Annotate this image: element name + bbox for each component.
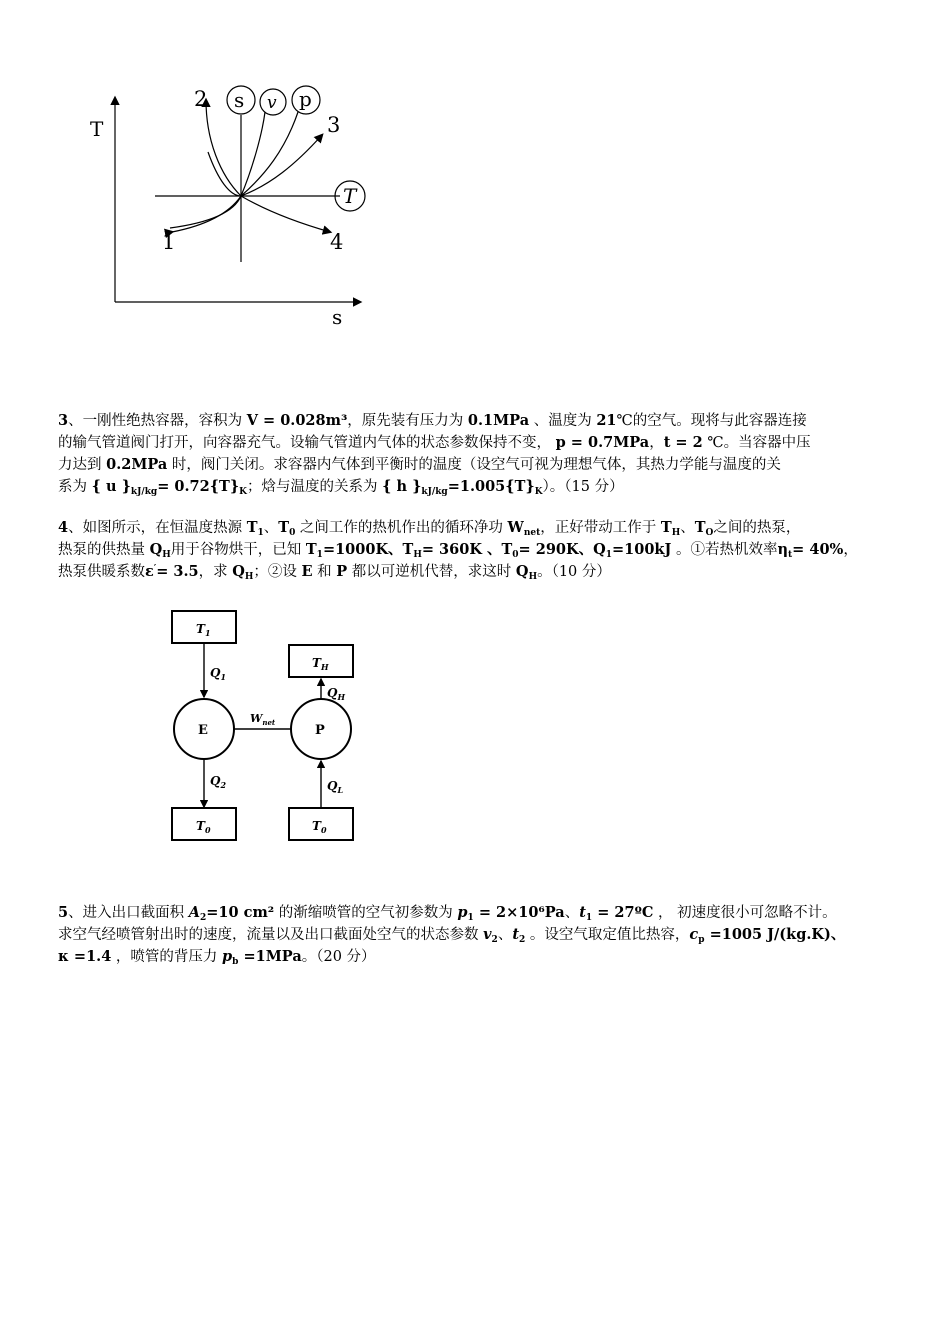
q5-text: 。设空气取定值比热容， — [525, 927, 690, 943]
q4-text: ， — [843, 542, 858, 558]
q4-text: 都以可逆机代替，求这时 — [347, 564, 516, 580]
q4-t1: $T_1$ — [246, 519, 264, 538]
label-3: 3 — [327, 113, 341, 137]
q3-initial-pressure: 0.1MPa — [467, 412, 530, 429]
engine-label: E — [198, 723, 208, 738]
q4-qh: $Q_H$ — [149, 541, 171, 560]
q4-text: 热泵供暖系数 — [58, 564, 145, 580]
q5-number: 5 — [58, 904, 69, 921]
curve-4 — [208, 152, 330, 232]
curve-1-2 — [170, 100, 241, 228]
q3-text: 、温度为 — [529, 413, 597, 429]
q5-area: $A_2=10$ cm² — [188, 904, 275, 923]
q5-cp: $c_p =1005$ J/(kg.K)、 — [689, 926, 846, 945]
q3-text: ℃的空气。现将与此容器连接 — [616, 413, 807, 429]
q3-final-pressure: 0.2MPa — [106, 456, 168, 473]
s-circle-label: s — [234, 88, 245, 112]
curve-v — [172, 112, 265, 232]
q4-qh: $Q_H$ — [232, 563, 254, 582]
q4-eta: $\eta_t= 40\%$ — [777, 541, 844, 560]
q3-text: ， — [649, 435, 664, 451]
q4-text: 用于谷物烘干，已知 — [170, 542, 306, 558]
label-1: 1 — [162, 230, 176, 254]
q4-text: ；②设 — [253, 564, 302, 580]
q5-kappa: κ =1.4 — [58, 948, 112, 965]
q5-p1: $p_1 = 2\times 10^6Pa$ — [457, 904, 565, 923]
curve-3 — [241, 135, 322, 196]
q3-line-temp: t = 2 — [663, 434, 703, 451]
q4-text: 和 — [312, 564, 337, 580]
wnet-label: $W_{net}$ — [250, 712, 276, 727]
q3-h-relation: { h }$_{kJ/kg}=1.005\{T\}_K$ — [382, 478, 543, 497]
qh-label: $Q_H$ — [327, 686, 346, 702]
q4-text: 热泵的供热量 — [58, 542, 150, 558]
q3-text: 的输气管道阀门打开，向容器充气。设输气管道内气体的状态参数保持不变， — [58, 435, 556, 451]
q5-text: 求空气经喷管射出时的速度，流量以及出口截面处空气的状态参数 — [58, 927, 484, 943]
v-circle-label: v — [267, 93, 277, 113]
q4-text: 之间的热泵， — [713, 520, 801, 536]
q4-text: 之间工作的热机作出的循环净功 — [295, 520, 508, 536]
to-box — [289, 808, 353, 840]
q5-text: 、进入出口截面积 — [68, 905, 189, 921]
q5-v2: $v_2$ — [483, 926, 498, 945]
q4-to: $T_O$ — [694, 519, 714, 538]
q3-initial-temp: 21 — [596, 412, 617, 429]
curve-p — [241, 112, 298, 196]
q4-text: 。①若热机效率 — [671, 542, 778, 558]
q5-text: 的渐缩喷管的空气初参数为 — [274, 905, 458, 921]
q2-label: $Q_2$ — [210, 774, 227, 790]
question-5 — [58, 902, 898, 968]
q5-text: 、 — [564, 905, 580, 921]
t0-box-label: $T_0$ — [196, 819, 211, 835]
q4-th: $T_H$ — [660, 519, 681, 538]
q4-text: 、 — [680, 520, 695, 536]
q3-text: 系为 — [58, 479, 92, 495]
q4-number: 4 — [58, 519, 69, 536]
q4-qh: $Q_H$ — [515, 563, 538, 582]
label-4: 4 — [330, 230, 344, 254]
q4-wnet: $W_{net}$ — [507, 519, 541, 538]
q5-pb: $p_b =1MPa$ — [222, 948, 302, 967]
q3-line-pressure: p = 0.7MPa — [555, 434, 650, 451]
q4-text: ，正好带动工作于 — [540, 520, 661, 536]
q3-text: 力达到 — [58, 457, 107, 473]
t1-box-label: $T_1$ — [196, 622, 211, 638]
q3-u-relation: { u }$_{kJ/kg}= 0.72\{T\}_K$ — [91, 478, 247, 497]
q3-text: 、一刚性绝热容器，容积为 — [68, 413, 247, 429]
q5-text: ， 初速度很小可忽略不计。 — [653, 905, 837, 921]
q4-t0: $T_0$ — [278, 519, 296, 538]
label-2: 2 — [194, 87, 208, 111]
cycle-diagram — [160, 605, 370, 850]
q5-text: ，喷管的背压力 — [111, 949, 223, 965]
question-3 — [58, 410, 898, 498]
q3-number: 3 — [58, 412, 69, 429]
q5-text: 、 — [497, 927, 513, 943]
th-box — [289, 645, 353, 677]
q3-text: 时，阀门关闭。求容器内气体到平衡时的温度（设空气可视为理想气体，其热力学能与温度的关 — [167, 457, 781, 473]
q4-e: E — [301, 563, 313, 580]
p-circle-label: p — [299, 87, 312, 111]
q4-p: P — [336, 563, 348, 580]
q1-label: $Q_1$ — [210, 666, 227, 682]
q3-text: ℃。当容器中压 — [702, 435, 811, 451]
q4-text: ，求 — [198, 564, 233, 580]
q4-text: 。（10 分） — [537, 564, 611, 580]
q5-t2: $t_2$ — [512, 926, 526, 945]
s-axis-label: s — [332, 305, 343, 329]
q3-text: ，原先装有压力为 — [347, 413, 468, 429]
ql-label: $Q_L$ — [327, 779, 344, 795]
q3-text: ；焓与温度的关系为 — [247, 479, 383, 495]
q5-text: 。（20 分） — [301, 949, 376, 965]
t-axis-label: T — [90, 117, 104, 141]
q4-text: 、如图所示，在恒温度热源 — [68, 520, 247, 536]
t-circle-label: T — [343, 184, 357, 208]
th-box-label: $T_H$ — [312, 656, 329, 672]
q3-volume: V = 0.028m³ — [246, 412, 348, 429]
q4-epsilon: ε′= 3.5 — [145, 563, 199, 580]
q5-t1: $t_1$ = 27ºC — [579, 904, 654, 923]
question-4 — [58, 517, 898, 583]
q4-text: 、 — [263, 520, 279, 536]
ts-diagram — [80, 80, 380, 330]
q3-text: ）。（15 分） — [542, 479, 624, 495]
pump-label: P — [315, 723, 325, 738]
to-box-label: $T_0$ — [312, 819, 327, 835]
q4-given: $T_1=1000K$、$T_H= 360K$ 、$T_0= 290K$、$Q_1=100kJ$ — [305, 541, 672, 560]
